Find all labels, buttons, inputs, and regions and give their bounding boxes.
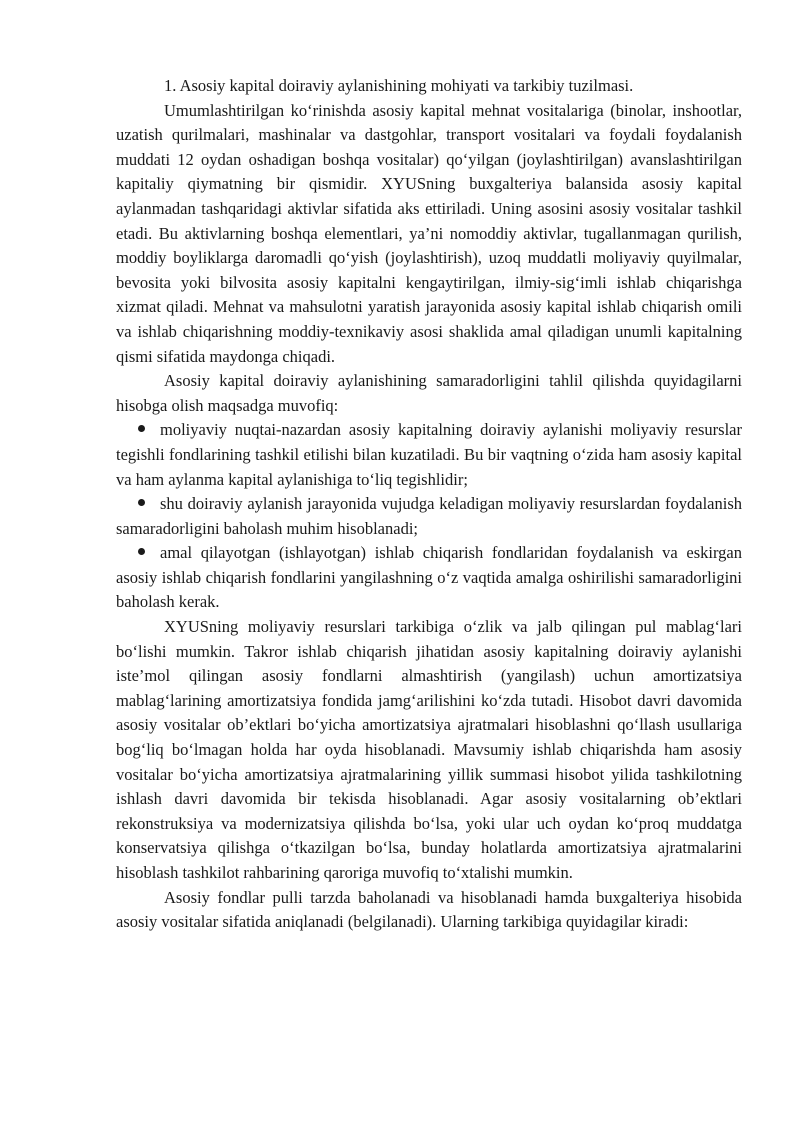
bullet-text: moliyaviy nuqtai-nazardan asosiy kapitalning doiraviy aylanishi moliyaviy resurslar tegishli fondlarining tashkil etilishi bilan kuzatiladi. Bu bir vaqtning o‘zida ham asosiy kapital va ham aylanma kapital aylanishiga to‘liq tegishlidir; — [116, 420, 742, 489]
bullet-text: amal qilayotgan (ishlayotgan) ishlab chiqarish fondlaridan foydalanish va eskirgan asosiy ishlab chiqarish fondlarini yangilashning o‘z vaqtida amalga oshirilishi samaradorligini baholash kerak. — [116, 543, 742, 612]
bullet-icon — [138, 548, 145, 555]
bullet-icon — [138, 499, 145, 506]
paragraph-fixed-funds: Asosiy fondlar pulli tarzda baholanadi va hisoblanadi hamda buxgalteriya hisobida asosiy vositalar sifatida aniqlanadi (belgilanadi). Ularning tarkibiga quyidagilar kiradi: — [116, 887, 742, 932]
paragraph-analysis: Asosiy kapital doiraviy aylanishining samaradorligini tahlil qilishda quyidagilarni hisobga olish maqsadga muvofiq: — [116, 371, 742, 415]
document-body — [116, 74, 742, 935]
paragraph-resources: XYUSning moliyaviy resurslari tarkibiga o‘zlik va jalb qilingan pul mablag‘lari bo‘lishi mumkin. Takror ishlab chiqarish jihatidan asosiy kapitalning doiraviy aylanishi iste’mol qilingan asosiy fondlarni almashtirish (yangilash) uchun amortizatsiya mablag‘larining amortizatsiya fondida jamg‘arilishini ko‘zda tutadi. Hisobot davri davomida asosiy vositalar ob’ektlari bo‘yicha amortizatsiya ajratmalari hisoblashni qo‘llash usullariga bog‘liq bo‘lmagan holda har oyda hisoblanadi. Mavsumiy ishlab chiqarishda ham asosiy vositalar bo‘yicha amortizatsiya ajratmalarining yillik summasi hisobot yilida tashkilotning ishlash davri davomida bir tekisda hisoblanadi. Agar asosiy vositalarning ob’ektlari rekonstruksiya va modernizatsiya qilishda bo‘lsa, yoki ular uch oydan ko‘proq muddatga konservatsiya qilishga o‘tkazilgan bo‘lsa, bunday holatlarda amortizatsiya ajratmalarini hisoblash tashkilot rahbarining qaroriga muvofiq to‘xtalishi mumkin. — [116, 617, 742, 882]
section-heading: 1. Asosiy kapital doiraviy aylanishining mohiyati va tarkibiy tuzilmasi. — [164, 76, 634, 95]
paragraph-intro: Umumlashtirilgan ko‘rinishda asosiy kapital mehnat vositalariga (binolar, inshootlar, uzatish qurilmalari, mashinalar va dastgohlar, transport vositalari va foydali foydalanish muddati 12 oydan oshadigan boshqa vositalar) qo‘yilgan (joylashtirilgan) avanslashtirilgan kapitaliy qiymatning bir qismidir. XYUSning buxgalteriya balansida asosiy kapital aylanmadan tashqaridagi aktivlar sifatida aks ettiriladi. Uning asosini asosiy vositalar tashkil etadi. Bu aktivlarning boshqa elementlari, ya’ni nomoddiy aktivlar, tugallanmagan qurilish, moddiy boyliklarga daromadli qo‘yish (joylashtirish), uzoq muddatli moliyaviy quyilmalar, bevosita yoki bilvosita asosiy kapitalni kengaytirilgan, ilmiy-sig‘imli ishlab chiqarishga xizmat qiladi. Mehnat va mahsulotni yaratish jarayonida asosiy kapital ishlab chiqarish omili va ishlab chiqarishning moddiy-texnikaviy asosi shaklida amal qiladigan unumli kapitalning qismi sifatida maydonga chiqadi. — [116, 100, 742, 366]
bullet-item — [116, 418, 742, 492]
bullet-text: shu doiraviy aylanish jarayonida vujudga keladigan moliyaviy resurslardan foydalanish samaradorligini baholash muhim hisoblanadi; — [116, 494, 742, 538]
bullet-icon — [138, 425, 145, 432]
bullet-item — [116, 541, 742, 615]
bullet-item — [116, 492, 742, 541]
